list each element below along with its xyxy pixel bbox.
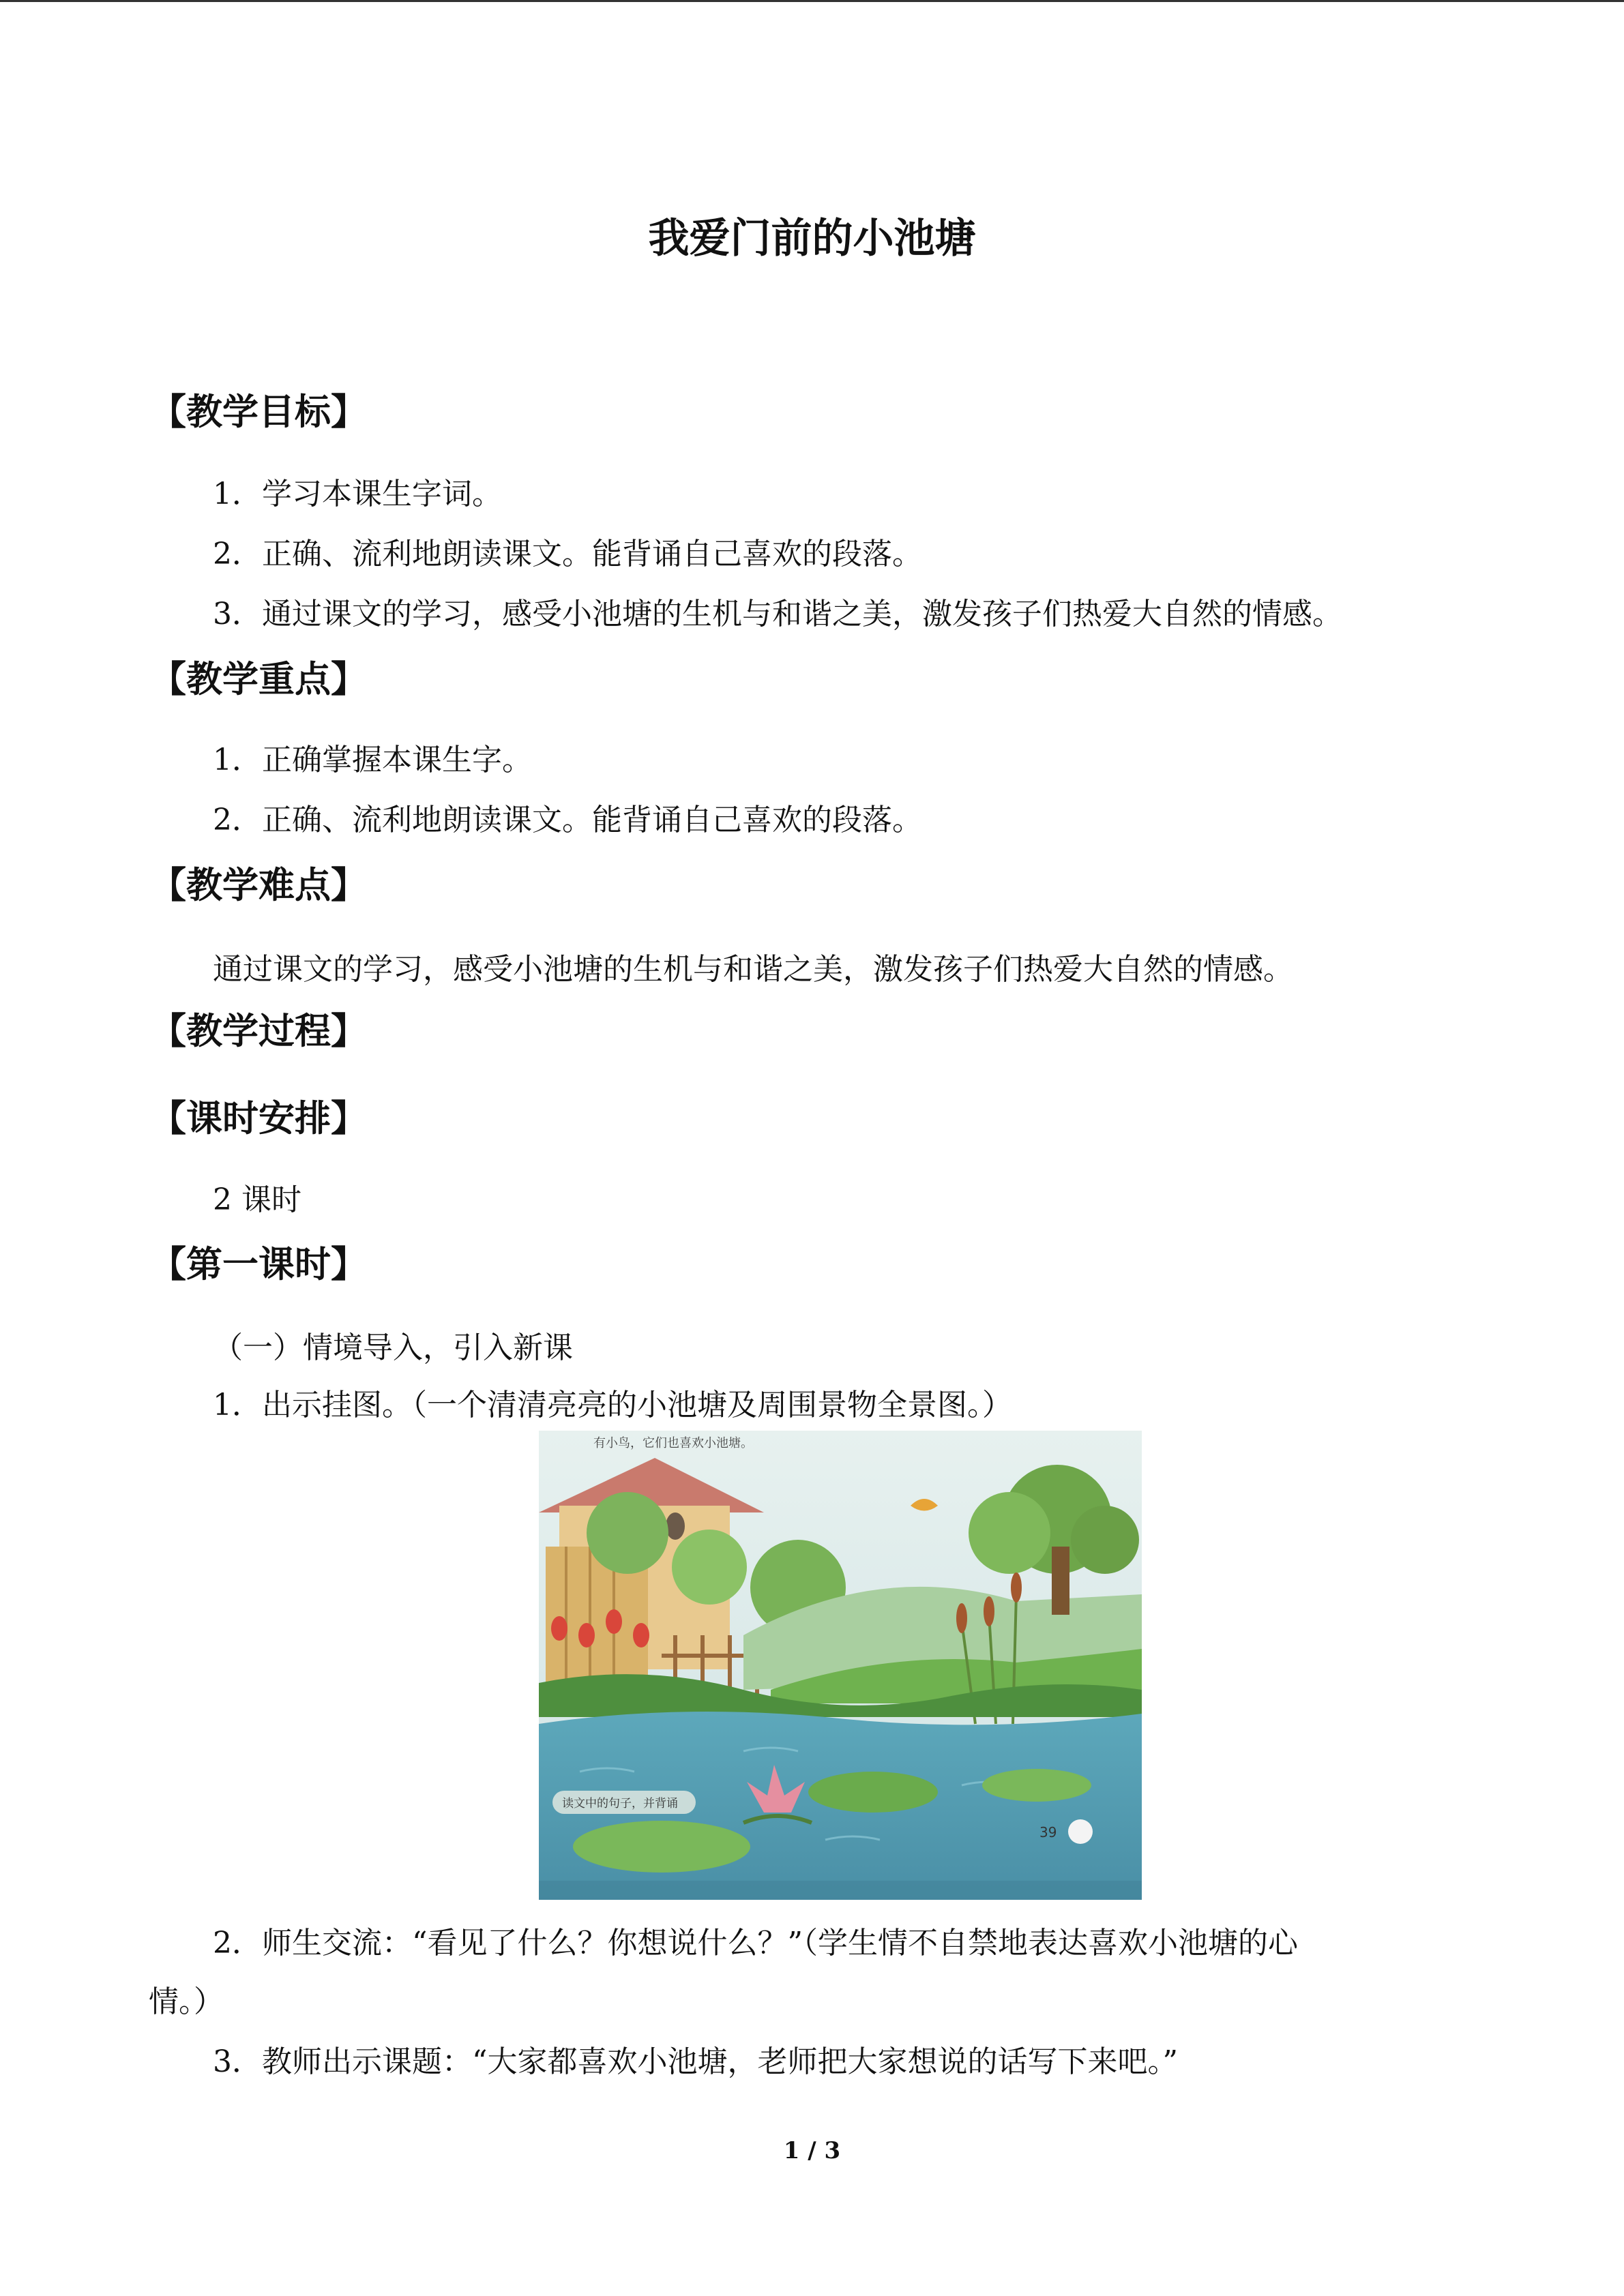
heading-difficulties: 【教学难点】 <box>150 865 367 906</box>
illustration-caption-top: 有小鸟，它们也喜欢小池塘。 <box>593 1436 753 1450</box>
top-border-rule <box>0 0 1624 2</box>
illustration-caption-bottom: 读文中的句子，并背诵 <box>562 1797 678 1810</box>
goal-item-3: 3．通过课文的学习，感受小池塘的生机与和谐之美，激发孩子们热爱大自然的情感。 <box>213 597 1342 631</box>
pond-illustration <box>539 1431 1142 1900</box>
key-point-item-1: 1．正确掌握本课生字。 <box>213 743 532 777</box>
goal-item-2: 2．正确、流利地朗读课文。能背诵自己喜欢的段落。 <box>213 537 922 571</box>
lesson-step-2-line-2: 情。） <box>149 1984 224 2019</box>
lesson-step-1: 1．出示挂图。（一个清清亮亮的小池塘及周围景物全景图。） <box>213 1388 1012 1422</box>
heading-schedule: 【课时安排】 <box>150 1098 367 1139</box>
lesson-step-3: 3．教师出示课题：“大家都喜欢小池塘，老师把大家想说的话写下来吧。” <box>213 2044 1178 2079</box>
key-point-item-2: 2．正确、流利地朗读课文。能背诵自己喜欢的段落。 <box>213 803 922 837</box>
heading-key-points: 【教学重点】 <box>150 659 367 700</box>
goal-item-1: 1．学习本课生字词。 <box>213 477 502 511</box>
illustration-page-number: 39 <box>1039 1824 1057 1840</box>
heading-teaching-goals: 【教学目标】 <box>150 391 367 433</box>
difficulty-text: 通过课文的学习，感受小池塘的生机与和谐之美，激发孩子们热爱大自然的情感。 <box>213 952 1293 987</box>
heading-lesson-one: 【第一课时】 <box>150 1244 367 1285</box>
document-title: 我爱门前的小池塘 <box>648 215 976 263</box>
schedule-text: 2 课时 <box>213 1182 301 1217</box>
page-number: 1 / 3 <box>783 2137 841 2164</box>
heading-teaching-process: 【教学过程】 <box>150 1011 367 1052</box>
lesson-one-subheading: （一）情境导入，引入新课 <box>213 1330 573 1365</box>
lesson-step-2-line-1: 2．师生交流：“看见了什么？你想说什么？”（学生情不自禁地表达喜欢小池塘的心 <box>213 1926 1298 1960</box>
